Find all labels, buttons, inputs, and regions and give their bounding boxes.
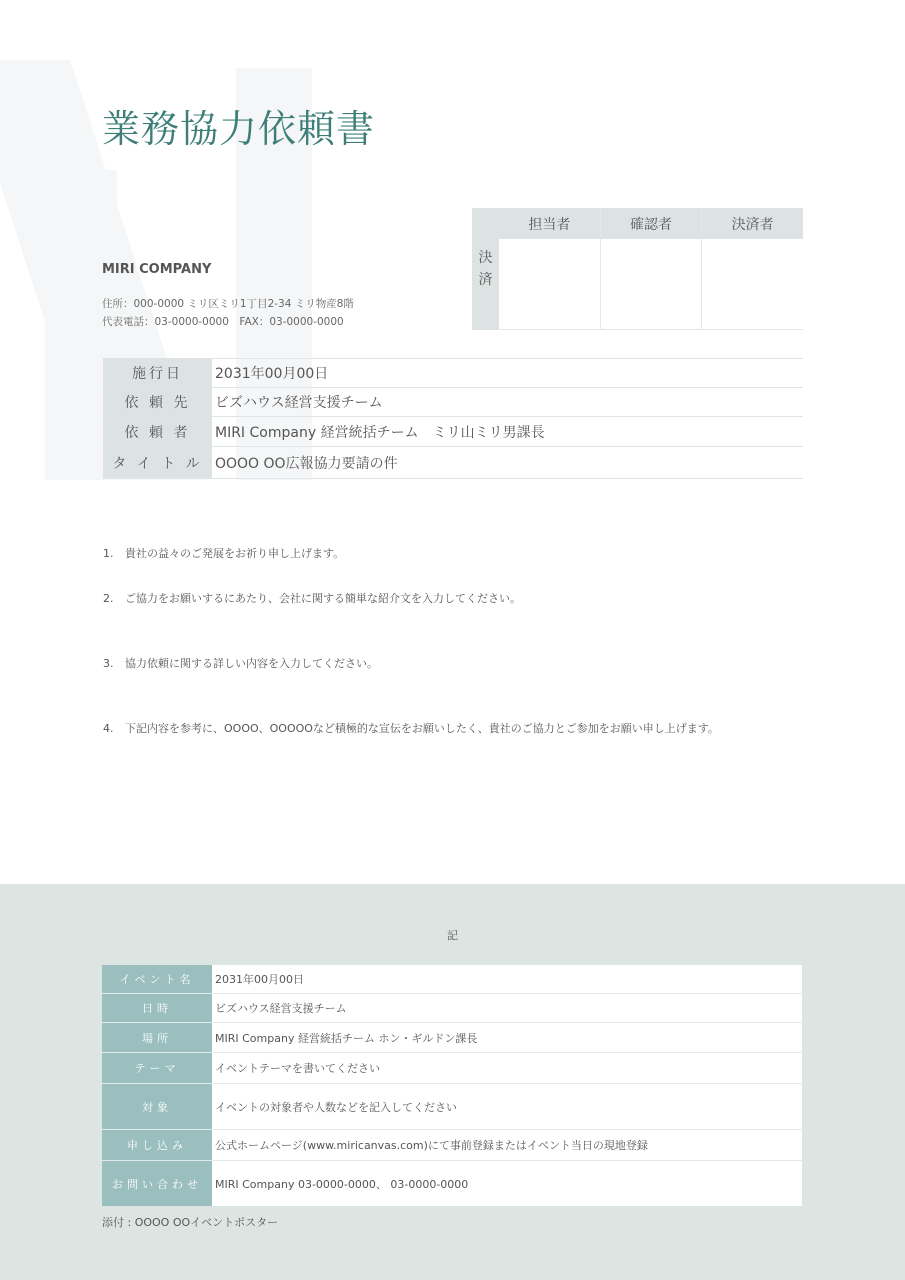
event-row: [102, 1130, 802, 1161]
signature-cell[interactable]: [601, 239, 702, 329]
info-table: [103, 358, 803, 479]
item-number: 2.: [103, 592, 114, 605]
event-label: 申し込み: [102, 1130, 212, 1160]
event-row: [102, 1053, 802, 1084]
company-phone: 代表電話：03-0000-0000 FAX：03-0000-0000: [102, 316, 344, 328]
info-value: ビズハウス経営支援チーム: [215, 395, 383, 411]
approval-header: 担当者: [499, 208, 600, 239]
attachment-note: 添付 : OOOO OOイベントポスター: [102, 1216, 279, 1229]
event-value: 公式ホームページ(www.miricanvas.com)にて事前登録またはイベント当日の現地登録: [212, 1130, 802, 1160]
info-value: 2031年00月00日: [215, 366, 329, 382]
info-row: [103, 446, 803, 479]
approval-header: 決済者: [702, 208, 803, 239]
item-number: 4.: [103, 722, 114, 735]
info-label: 依 頼 先: [103, 388, 212, 416]
approval-column: [601, 208, 703, 330]
list-item: [103, 545, 344, 561]
info-row: [103, 387, 803, 416]
signature-cell[interactable]: [702, 239, 803, 329]
company-address: 住所：000-0000 ミリ区ミリ1丁目2-34 ミリ物産8階: [102, 298, 354, 310]
event-row: [102, 994, 802, 1023]
approval-side-char: 済: [478, 272, 493, 288]
info-row: [103, 416, 803, 446]
item-number: 3.: [103, 657, 114, 670]
event-row: [102, 965, 802, 994]
event-value: MIRI Company 経営統括チーム ホン・ギルドン課長: [212, 1023, 802, 1052]
item-text: ご協力をお願いするにあたり、会社に関する簡単な紹介文を入力してください。: [125, 592, 521, 605]
info-value: OOOO OO広報協力要請の件: [215, 455, 398, 472]
event-value: 2031年00月00日: [212, 965, 802, 993]
item-text: 協力依頼に関する詳しい内容を入力してください。: [125, 657, 378, 670]
company-contact: [102, 295, 354, 331]
list-item: [103, 590, 521, 606]
event-label: 場所: [102, 1023, 212, 1052]
list-item: [103, 655, 378, 671]
info-label: 施行日: [103, 359, 212, 387]
event-value: イベントの対象者や人数などを記入してください: [212, 1084, 802, 1129]
approval-column: [499, 208, 601, 330]
event-value: ビズハウス経営支援チーム: [212, 994, 802, 1022]
info-value: MIRI Company 経営統括チーム ミリ山ミリ男課長: [215, 424, 545, 441]
page-title: 業務協力依頼書: [102, 107, 376, 151]
info-row: [103, 358, 803, 387]
event-row: [102, 1023, 802, 1053]
event-row: [102, 1161, 802, 1206]
event-label: お問い合わせ: [102, 1161, 212, 1206]
item-text: 下記内容を参考に、OOOO、OOOOOなど積極的な宣伝をお願いしたく、貴社のご協力とご参加をお願い申し上げます。: [125, 722, 719, 735]
item-number: 1.: [103, 547, 114, 560]
event-value: イベントテーマを書いてください: [212, 1053, 802, 1083]
item-text: 貴社の益々のご発展をお祈り申し上げます。: [125, 547, 345, 560]
event-value: MIRI Company 03-0000-0000、 03-0000-0000: [212, 1161, 802, 1206]
list-item: [103, 720, 719, 736]
event-row: [102, 1084, 802, 1130]
event-label: イベント名: [102, 965, 212, 993]
approval-side-char: 決: [478, 250, 493, 266]
approval-column: [702, 208, 803, 330]
info-label: タ イ ト ル: [103, 447, 212, 478]
info-label: 依 頼 者: [103, 417, 212, 446]
approval-box: [472, 208, 803, 330]
company-name: MIRI COMPANY: [102, 262, 212, 277]
ki-heading: 記: [447, 929, 458, 942]
approval-header: 確認者: [601, 208, 702, 239]
event-table: [102, 965, 802, 1206]
signature-cell[interactable]: [499, 239, 600, 329]
event-label: 日時: [102, 994, 212, 1022]
approval-side-label: [472, 208, 499, 330]
event-label: 対象: [102, 1084, 212, 1129]
event-label: テーマ: [102, 1053, 212, 1083]
